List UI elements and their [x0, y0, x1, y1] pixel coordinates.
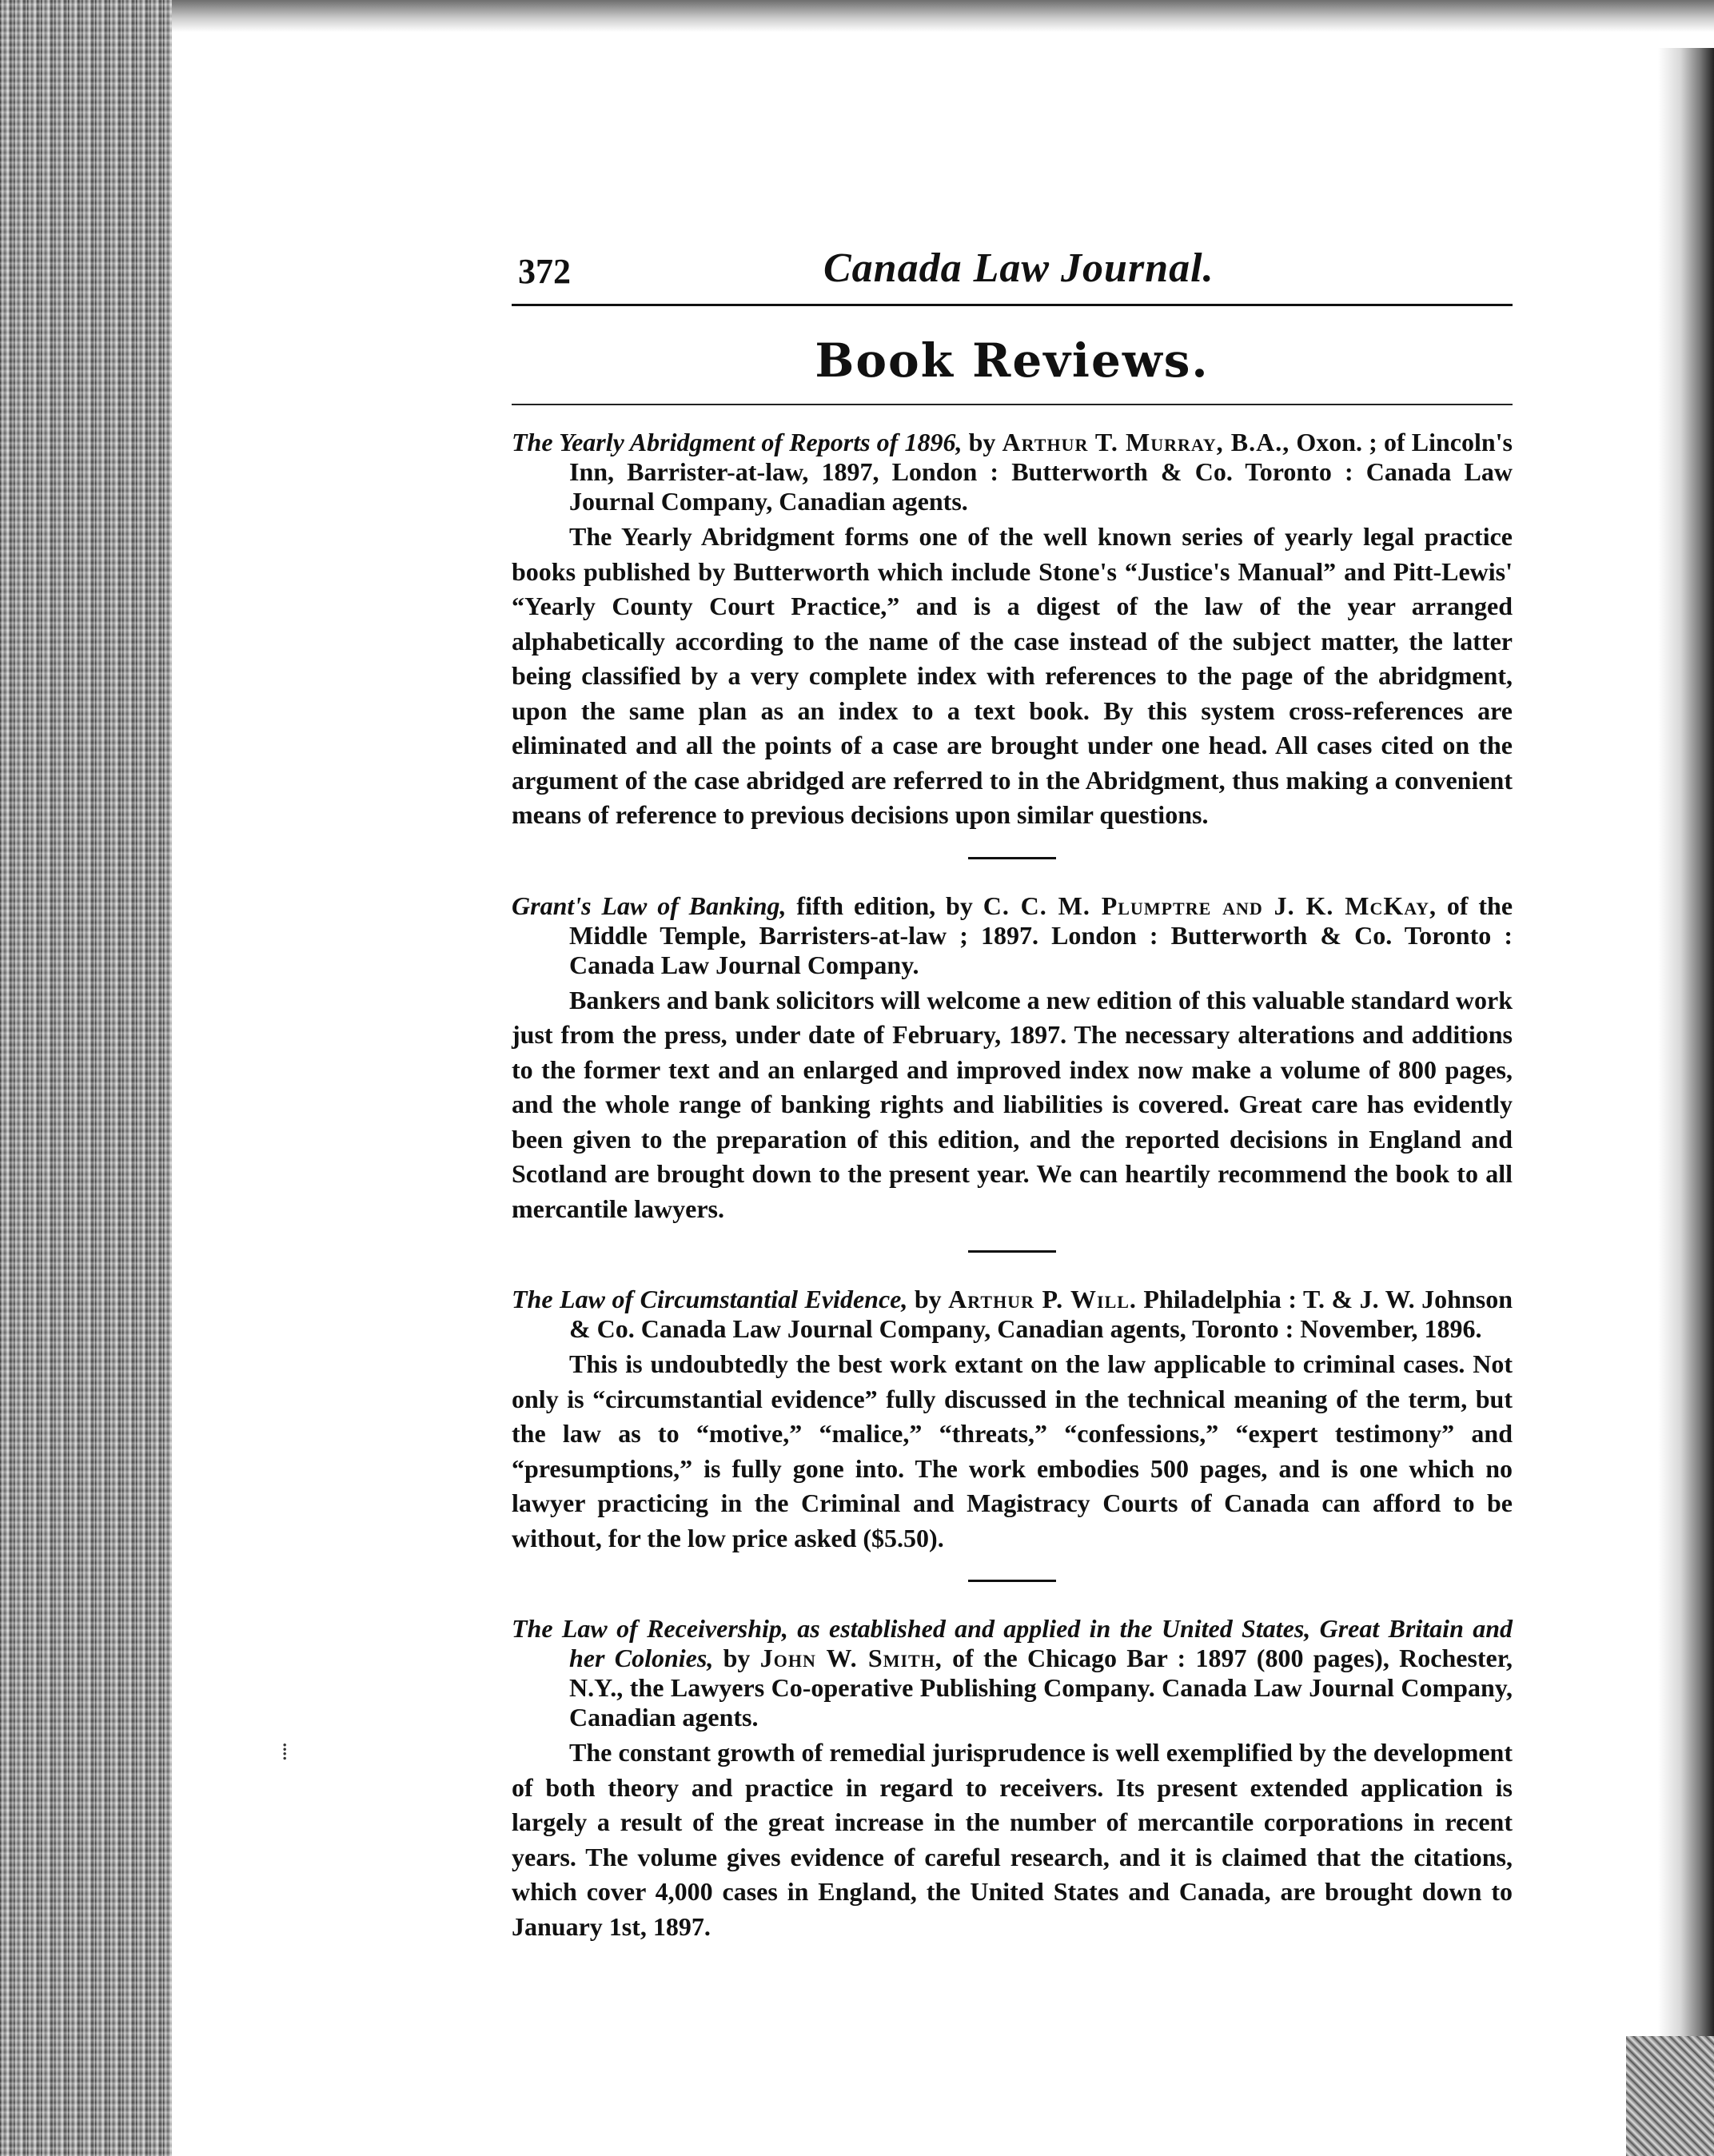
citation-details: Oxon. ; of Lincoln's Inn, Barrister-at-law, 1897, London : Butterworth & Co. Toronto : Canada Law Journal Company, Canadian agents.	[569, 428, 1513, 516]
book-title: The Yearly Abridgment of Reports of 1896,	[512, 428, 963, 456]
review-law-of-receivership	[512, 1614, 1513, 1944]
review-separator	[968, 1580, 1056, 1582]
citation-details: Philadelphia : T. & J. W. Johnson & Co. Canada Law Journal Company, Canadian agents, Toronto : November, 1896.	[569, 1285, 1513, 1343]
review-circumstantial-evidence	[512, 1285, 1513, 1556]
citation-by: by	[713, 1644, 760, 1672]
section-title: Book Reviews.	[815, 333, 1210, 388]
review-citation	[512, 1285, 1513, 1344]
review-citation	[512, 891, 1513, 980]
citation-by: by	[962, 428, 1002, 456]
citation-by: fifth edition, by	[786, 891, 983, 920]
section-rule	[512, 404, 1513, 405]
scan-corner-shadow	[1626, 2036, 1714, 2156]
book-title: The Law of Circumstantial Evidence,	[512, 1285, 908, 1313]
book-author: Arthur P. Will.	[948, 1285, 1137, 1313]
margin-speck: ⁞	[281, 1739, 289, 1765]
review-body: Bankers and bank solicitors will welcome a new edition of this valuable standard work just from the press, under date of February, 1897. The necessary alterations and additions to the former text and an enlarged and improved index now make a volume of 800 pages, and the whole range of banking rights and liabilities is covered. Great care has evidently been given to the preparation of this edition, and the reported decisions in England and Scotland are brought down to the present year. We can heartily recommend the book to all mercantile lawyers.	[512, 985, 1513, 1223]
review-separator	[968, 1250, 1056, 1253]
book-binding-edge	[0, 0, 172, 2156]
book-author: Arthur T. Murray, B.A.,	[1002, 428, 1290, 456]
review-body: This is undoubtedly the best work extant on the law applicable to criminal cases. Not only is “circumstantial evidence” fully discussed in the technical meaning of the term, but the law as to “motive,” “malice,” “threats,” “confessions,” “expert testimony” and “presumptions,” is fully gone into. The work embodies 500 pages, and is one which no lawyer practicing in the Criminal and Magistracy Courts of Canada can afford to be without, for the low price asked ($5.50).	[512, 1349, 1513, 1552]
review-body: The Yearly Abridgment forms one of the well known series of yearly legal practice books published by Butterworth which include Stone's “Justice's Manual” and Pitt-Lewis' “Yearly County Court Practice,” and is a digest of the law of the year arranged alphabetically according to the name of the case instead of the subject matter, the latter being classified by a very complete index with references to the page of the abridgment, upon the same plan as an index to a text book. By this system cross-references are eliminated and all the points of a case are brought under one head. All cases cited on the argument of the case abridged are referred to in the Abridgment, thus making a convenient means of reference to previous decisions upon similar questions.	[512, 522, 1513, 829]
review-separator	[968, 857, 1056, 859]
book-author: John W. Smith,	[759, 1644, 943, 1672]
book-title: The Law of Receivership, as established and applied in the United States, Great Britain and her Colonies,	[512, 1614, 1513, 1672]
journal-title: Canada Law Journal.	[823, 245, 1214, 291]
citation-by: by	[907, 1285, 949, 1313]
review-yearly-abridgment	[512, 428, 1513, 833]
book-title: Grant's Law of Banking,	[512, 891, 787, 920]
scan-right-shadow	[1658, 48, 1714, 2156]
citation-details: of the Middle Temple, Barristers-at-law ; 1897. London : Butterworth & Co. Toronto : Canada Law Journal Company.	[569, 891, 1513, 979]
review-law-of-banking	[512, 891, 1513, 1227]
review-citation	[512, 1614, 1513, 1732]
page-number: 372	[518, 252, 571, 291]
review-body: The constant growth of remedial jurisprudence is well exemplified by the development of both theory and practice in regard to receivers. Its present extended application is largely a result of the great increase in the number of mercantile corporations in recent years. The volume gives evidence of careful research, and it is claimed that the citations, which cover 4,000 cases in England, the United States and Canada, are brought down to January 1st, 1897.	[512, 1738, 1513, 1941]
page-content	[512, 240, 1513, 1944]
review-citation	[512, 428, 1513, 516]
book-author: C. C. M. Plumptre and J. K. McKay,	[983, 891, 1437, 920]
citation-details: of the Chicago Bar : 1897 (800 pages), Rochester, N.Y., the Lawyers Co-operative Publishing Company. Canada Law Journal Company, Canadian agents.	[569, 1644, 1513, 1732]
running-head	[512, 240, 1513, 306]
scan-top-shadow	[172, 0, 1714, 32]
